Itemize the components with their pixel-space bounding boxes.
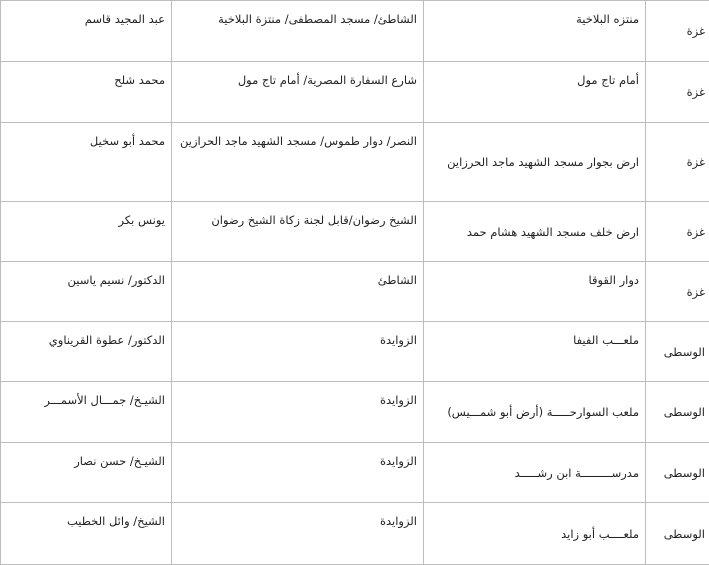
table-row	[1, 262, 709, 322]
table-row	[1, 382, 709, 443]
region-cell: غزة	[646, 262, 709, 322]
table-row	[1, 62, 709, 123]
location-cell: ارض بجوار مسجد الشهيد ماجد الحرزاين	[424, 123, 646, 202]
address-cell: الشيخ رضوان/قابل لجنة زكاة الشيخ رضوان	[172, 202, 424, 262]
table-row	[1, 1, 709, 62]
region-cell: الوسطى	[646, 443, 709, 503]
person-cell: محمد أبو سخيل	[1, 123, 172, 202]
location-cell: منتزه البلاخية	[424, 1, 646, 62]
address-cell: شارع السفارة المصرية/ أمام تاج مول	[172, 62, 424, 123]
location-cell: ملعـــب الفيفا	[424, 322, 646, 382]
table-row	[1, 123, 709, 202]
address-cell: الشاطئ	[172, 262, 424, 322]
person-cell: الشيـخ/ حسن نصار	[1, 443, 172, 503]
location-cell: ارض خلف مسجد الشهيد هشام حمد	[424, 202, 646, 262]
region-cell: الوسطى	[646, 382, 709, 443]
person-cell: عبد المجيد قاسم	[1, 1, 172, 62]
region-cell: غزة	[646, 1, 709, 62]
person-cell: الشيخ/ وائل الخطيب	[1, 503, 172, 565]
address-cell: الزوايدة	[172, 322, 424, 382]
region-cell: الوسطى	[646, 322, 709, 382]
table-row	[1, 443, 709, 503]
location-cell: مدرســـــــــة ابن رشـــــد	[424, 443, 646, 503]
address-cell: الشاطئ/ مسجد المصطفى/ منتزة البلاخية	[172, 1, 424, 62]
address-cell: الزوايدة	[172, 443, 424, 503]
region-cell: غزة	[646, 202, 709, 262]
location-cell: ملعــــب أبو زايد	[424, 503, 646, 565]
table-row	[1, 503, 709, 565]
address-cell: النصر/ دوار طموس/ مسجد الشهيد ماجد الحرازين	[172, 123, 424, 202]
person-cell: يونس بكر	[1, 202, 172, 262]
person-cell: الدكتور/ نسيم ياسين	[1, 262, 172, 322]
location-cell: دوار القوقا	[424, 262, 646, 322]
address-cell: الزوايدة	[172, 503, 424, 565]
person-cell: محمد شلح	[1, 62, 172, 123]
address-cell: الزوايدة	[172, 382, 424, 443]
person-cell: الدكتور/ عطوة القريناوي	[1, 322, 172, 382]
table-row	[1, 202, 709, 262]
table-row	[1, 322, 709, 382]
region-cell: الوسطى	[646, 503, 709, 565]
location-cell: ملعب السوارحـــــة (أرض أبو شمـــيس)	[424, 382, 646, 443]
location-cell: أمام تاج مول	[424, 62, 646, 123]
region-cell: غزة	[646, 62, 709, 123]
region-cell: غزة	[646, 123, 709, 202]
person-cell: الشيـخ/ جمـــال الأسمـــر	[1, 382, 172, 443]
